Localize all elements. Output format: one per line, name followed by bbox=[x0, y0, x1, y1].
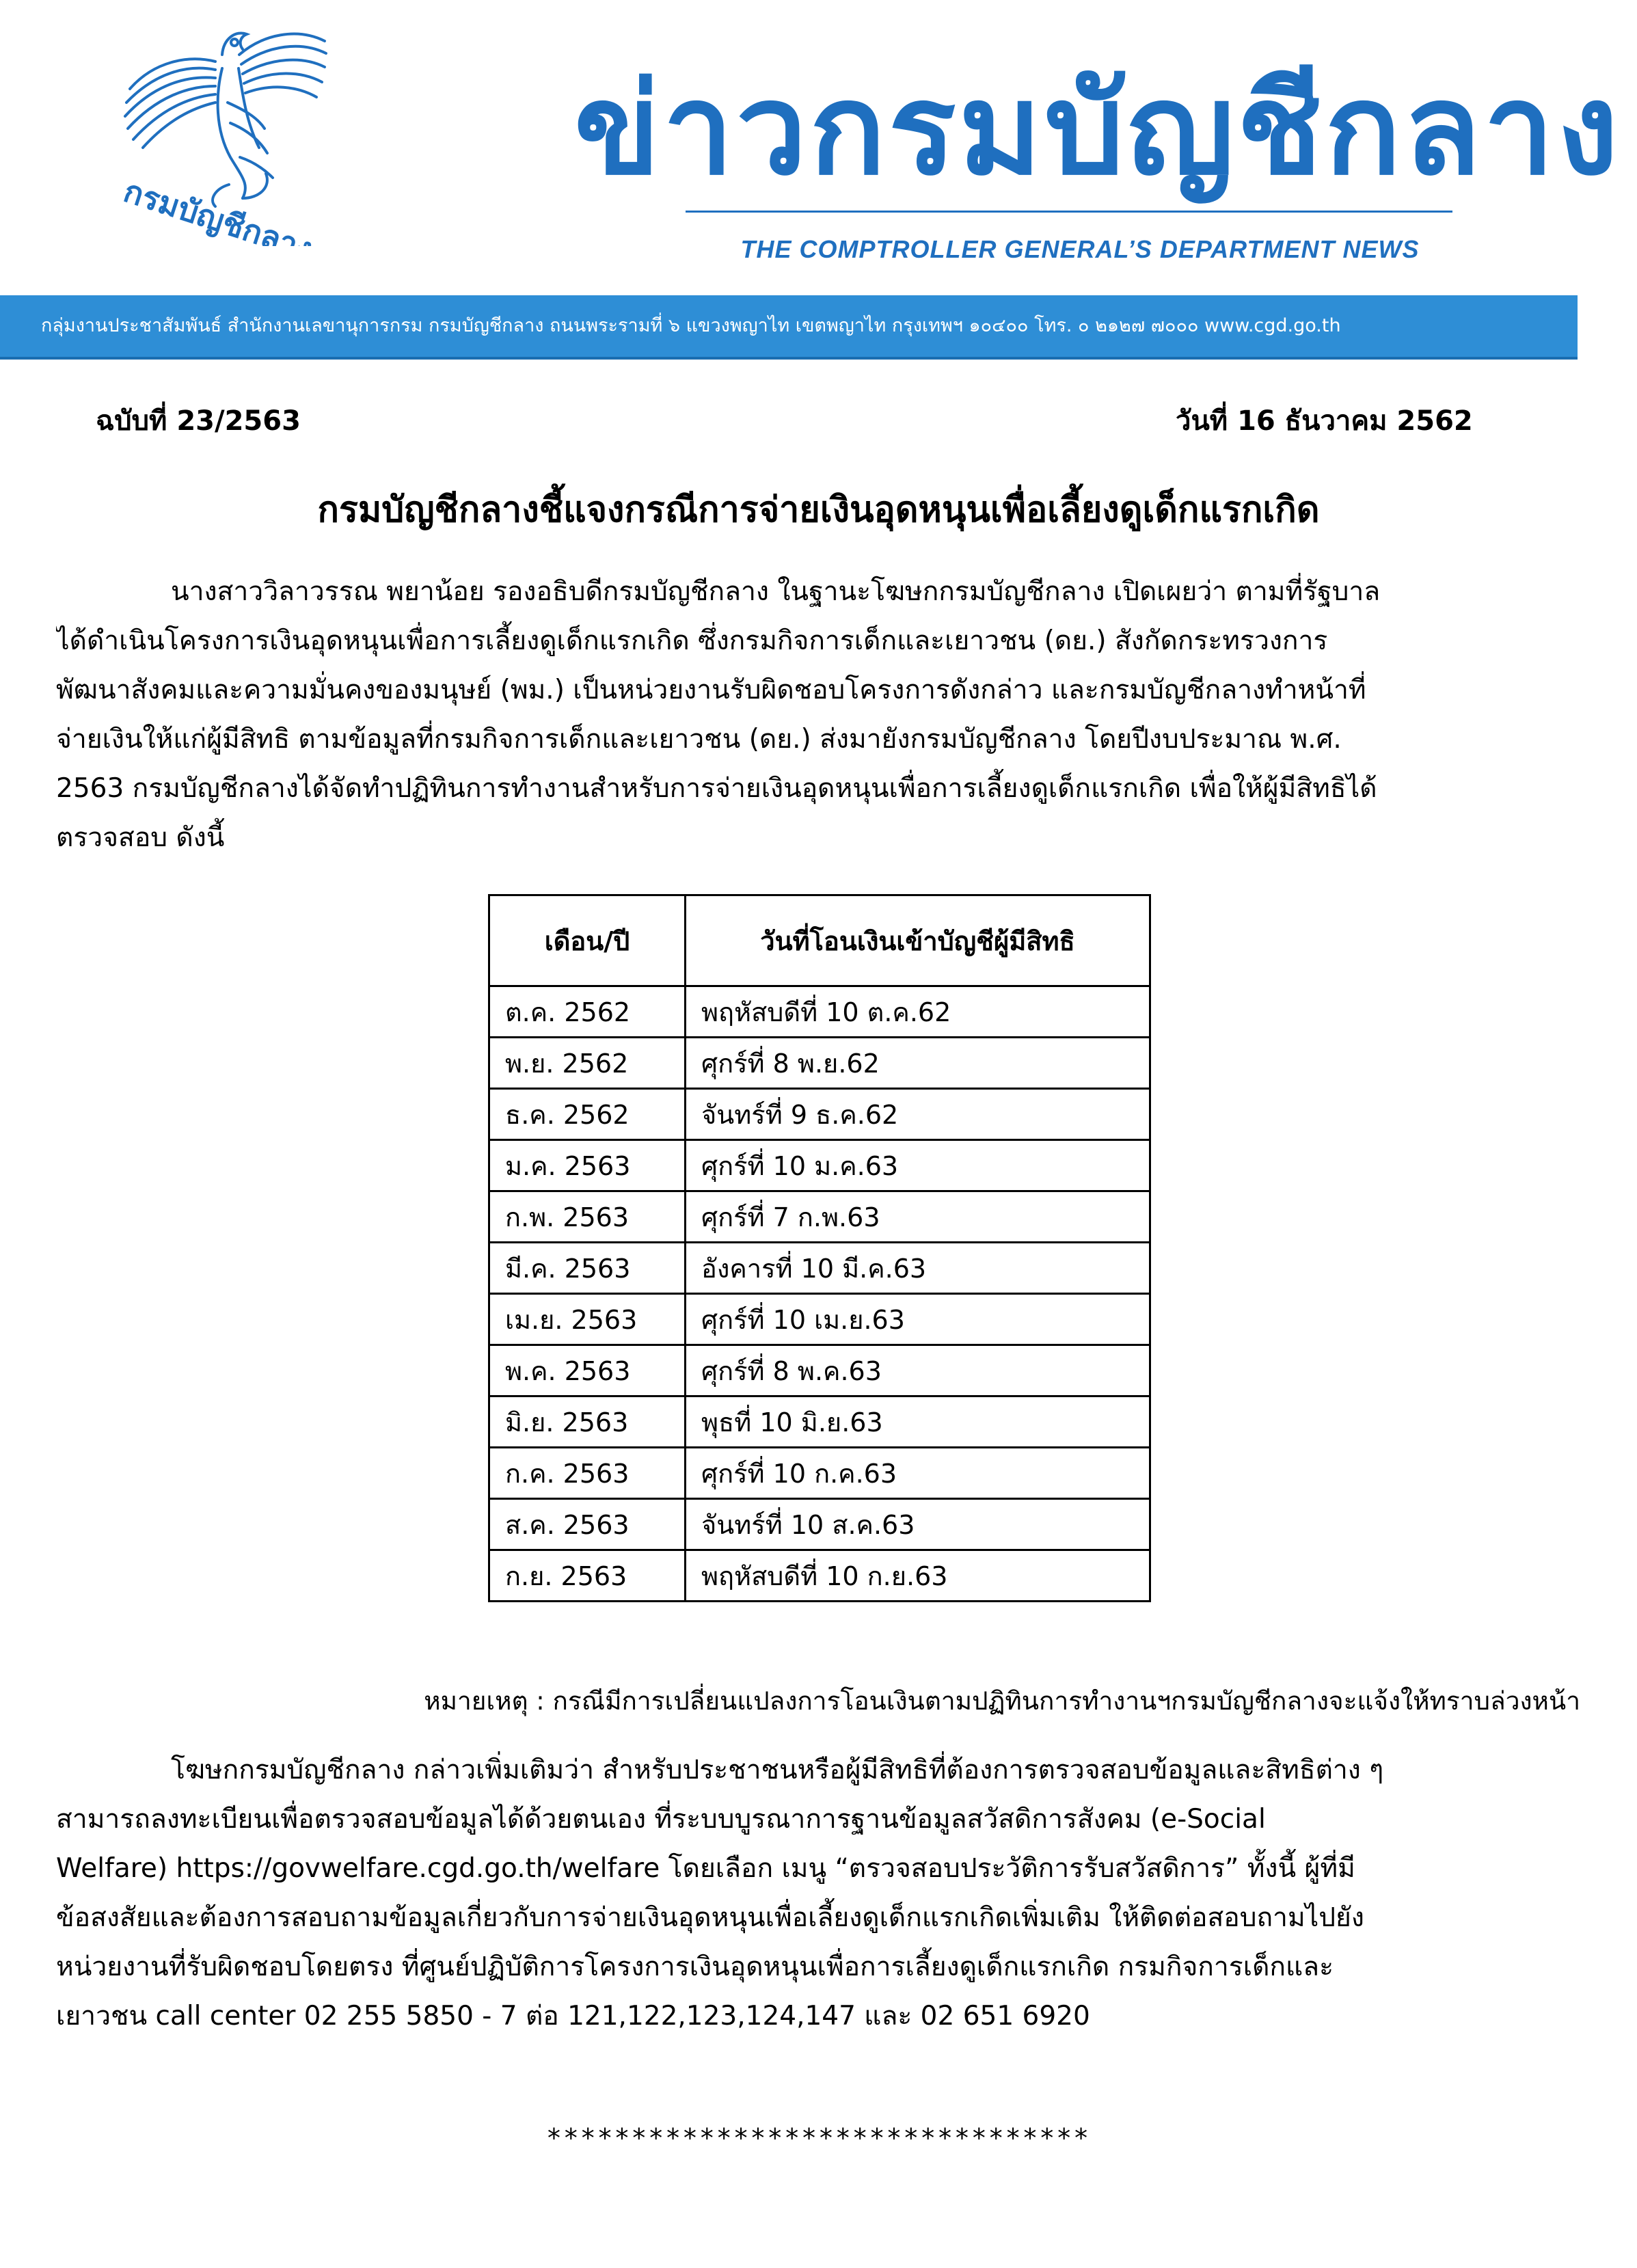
headline: กรมบัญชีกลางชี้แจงกรณีการจ่ายเงินอุดหนุนเพื่อเลี้ยงดูเด็กแรกเกิด bbox=[317, 489, 1320, 530]
cell-transfer-date: ศุกร์ที่ 8 พ.ค.63 bbox=[686, 1345, 1150, 1396]
column-header-month: เดือน/ปี bbox=[489, 895, 686, 986]
cell-transfer-date: ศุกร์ที่ 10 ก.ค.63 bbox=[686, 1448, 1150, 1499]
cell-month: มิ.ย. 2563 bbox=[489, 1396, 686, 1448]
paragraph-line: จ่ายเงินให้แก่ผู้มีสิทธิ ตามข้อมูลที่กรมกิจการเด็กและเยาวชน (ดย.) ส่งมายังกรมบัญชีกลาง โดยปีงบประมาณ พ.ศ. bbox=[56, 724, 1342, 755]
cell-transfer-date: ศุกร์ที่ 10 เม.ย.63 bbox=[686, 1294, 1150, 1345]
table-row bbox=[489, 1550, 1150, 1602]
cell-month: ก.ค. 2563 bbox=[489, 1448, 686, 1499]
table-row bbox=[489, 1089, 1150, 1140]
logo-text: กรมบัญชีกลาง bbox=[119, 172, 318, 246]
paragraph-line: นางสาววิลาวรรณ พยาน้อย รองอธิบดีกรมบัญชีกลาง ในฐานะโฆษกกรมบัญชีกลาง เปิดเผยว่า ตามที่รัฐบาล bbox=[171, 576, 1381, 607]
paragraph-line: เยาวชน call center 02 255 5850 - 7 ต่อ 121,122,123,124,147 และ 02 651 6920 bbox=[56, 2001, 1090, 2031]
intro-paragraph bbox=[56, 567, 1580, 863]
cell-transfer-date: ศุกร์ที่ 10 ม.ค.63 bbox=[686, 1140, 1150, 1191]
payment-schedule-table bbox=[488, 894, 1151, 1602]
column-header-transfer-date: วันที่โอนเงินเข้าบัญชีผู้มีสิทธิ bbox=[686, 895, 1150, 986]
contact-info-bar bbox=[0, 295, 1578, 360]
cell-month: ส.ค. 2563 bbox=[489, 1499, 686, 1550]
table-row bbox=[489, 1448, 1150, 1499]
masthead-subtitle: THE COMPTROLLER GENERAL’S DEPARTMENT NEWS bbox=[740, 235, 1420, 263]
table-row bbox=[489, 1396, 1150, 1448]
table-row bbox=[489, 986, 1150, 1038]
cell-transfer-date: จันทร์ที่ 10 ส.ค.63 bbox=[686, 1499, 1150, 1550]
paragraph-line: หน่วยงานที่รับผิดชอบโดยตรง ที่ศูนย์ปฏิบัติการโครงการเงินอุดหนุนเพื่อการเลี้ยงดูเด็กแรกเกิด กรมกิจการเด็กและ bbox=[56, 1952, 1334, 1982]
cell-month: มี.ค. 2563 bbox=[489, 1243, 686, 1294]
table-body bbox=[489, 986, 1150, 1602]
table-row bbox=[489, 1140, 1150, 1191]
cell-transfer-date: ศุกร์ที่ 7 ก.พ.63 bbox=[686, 1191, 1150, 1243]
paragraph-line: พัฒนาสังคมและความมั่นคงของมนุษย์ (พม.) เป็นหน่วยงานรับผิดชอบโครงการดังกล่าว และกรมบัญชีกลางทำหน้าที่ bbox=[56, 675, 1366, 705]
garuda-emblem-icon bbox=[113, 14, 338, 246]
paragraph-line: โฆษกกรมบัญชีกลาง กล่าวเพิ่มเติมว่า สำหรับประชาชนหรือผู้มีสิทธิที่ต้องการตรวจสอบข้อมูลและสิทธิต่าง ๆ bbox=[171, 1755, 1384, 1785]
table-row bbox=[489, 1038, 1150, 1089]
cell-transfer-date: พฤหัสบดีที่ 10 ก.ย.63 bbox=[686, 1550, 1150, 1602]
contact-info-text: กลุ่มงานประชาสัมพันธ์ สำนักงานเลขานุการกรม กรมบัญชีกลาง ถนนพระรามที่ ๖ แขวงพญาไท เขตพญาไท กรุงเทพฯ ๑๐๔๐๐ โทร. ๐ ๒๑๒๗ ๗๐๐๐ www.cgd.go.th bbox=[41, 315, 1341, 336]
paragraph-line: Welfare) https://govwelfare.cgd.go.th/welfare โดยเลือก เมนู “ตรวจสอบประวัติการรับสวัสดิการ” ทั้งนี้ ผู้ที่มี bbox=[56, 1853, 1355, 1884]
cell-transfer-date: ศุกร์ที่ 8 พ.ย.62 bbox=[686, 1038, 1150, 1089]
spokesperson-paragraph bbox=[56, 1746, 1580, 2041]
paragraph-line: สามารถลงทะเบียนเพื่อตรวจสอบข้อมูลได้ด้วยตนเอง ที่ระบบบูรณาการฐานข้อมูลสวัสดิการสังคม (e-Social bbox=[56, 1804, 1266, 1835]
closing-separator: ******************************** bbox=[545, 2123, 1091, 2153]
table-row bbox=[489, 1243, 1150, 1294]
cell-transfer-date: พฤหัสบดีที่ 10 ต.ค.62 bbox=[686, 986, 1150, 1038]
table-row bbox=[489, 1191, 1150, 1243]
cell-month: ธ.ค. 2562 bbox=[489, 1089, 686, 1140]
cell-month: ม.ค. 2563 bbox=[489, 1140, 686, 1191]
table-row bbox=[489, 1294, 1150, 1345]
cell-transfer-date: พุธที่ 10 มิ.ย.63 bbox=[686, 1396, 1150, 1448]
paragraph-line: ได้ดำเนินโครงการเงินอุดหนุนเพื่อการเลี้ยงดูเด็กแรกเกิด ซึ่งกรมกิจการเด็กและเยาวชน (ดย.) สังกัดกระทรวงการ bbox=[56, 625, 1328, 656]
table-header-row bbox=[489, 895, 1150, 986]
department-logo bbox=[113, 14, 338, 246]
issue-number: ฉบับที่ 23/2563 bbox=[96, 405, 301, 437]
cell-month: ก.พ. 2563 bbox=[489, 1191, 686, 1243]
cell-transfer-date: จันทร์ที่ 9 ธ.ค.62 bbox=[686, 1089, 1150, 1140]
table-row bbox=[489, 1345, 1150, 1396]
footnote: หมายเหตุ : กรณีมีการเปลี่ยนแปลงการโอนเงินตามปฏิทินการทำงานฯกรมบัญชีกลางจะแจ้งให้ทราบล่วงหน้า bbox=[424, 1686, 1580, 1716]
cell-month: ต.ค. 2562 bbox=[489, 986, 686, 1038]
table-row bbox=[489, 1499, 1150, 1550]
cell-month: เม.ย. 2563 bbox=[489, 1294, 686, 1345]
masthead-divider bbox=[686, 211, 1452, 213]
cell-month: พ.ย. 2562 bbox=[489, 1038, 686, 1089]
paragraph-line: ตรวจสอบ ดังนี้ bbox=[56, 822, 225, 853]
cell-month: ก.ย. 2563 bbox=[489, 1550, 686, 1602]
paragraph-line: 2563 กรมบัญชีกลางได้จัดทำปฏิทินการทำงานสำหรับการจ่ายเงินอุดหนุนเพื่อการเลี้ยงดูเด็กแรกเกิด เพื่อให้ผู้มีสิทธิได้ bbox=[56, 773, 1377, 804]
issue-date: วันที่ 16 ธันวาคม 2562 bbox=[1176, 405, 1473, 437]
cell-transfer-date: อังคารที่ 10 มี.ค.63 bbox=[686, 1243, 1150, 1294]
masthead-title: ข่าวกรมบัญชีกลาง bbox=[574, 57, 1621, 203]
cell-month: พ.ค. 2563 bbox=[489, 1345, 686, 1396]
paragraph-line: ข้อสงสัยและต้องการสอบถามข้อมูลเกี่ยวกับการจ่ายเงินอุดหนุนเพื่อเลี้ยงดูเด็กแรกเกิดเพิ่มเติม ให้ติดต่อสอบถามไปยัง bbox=[56, 1902, 1364, 1933]
